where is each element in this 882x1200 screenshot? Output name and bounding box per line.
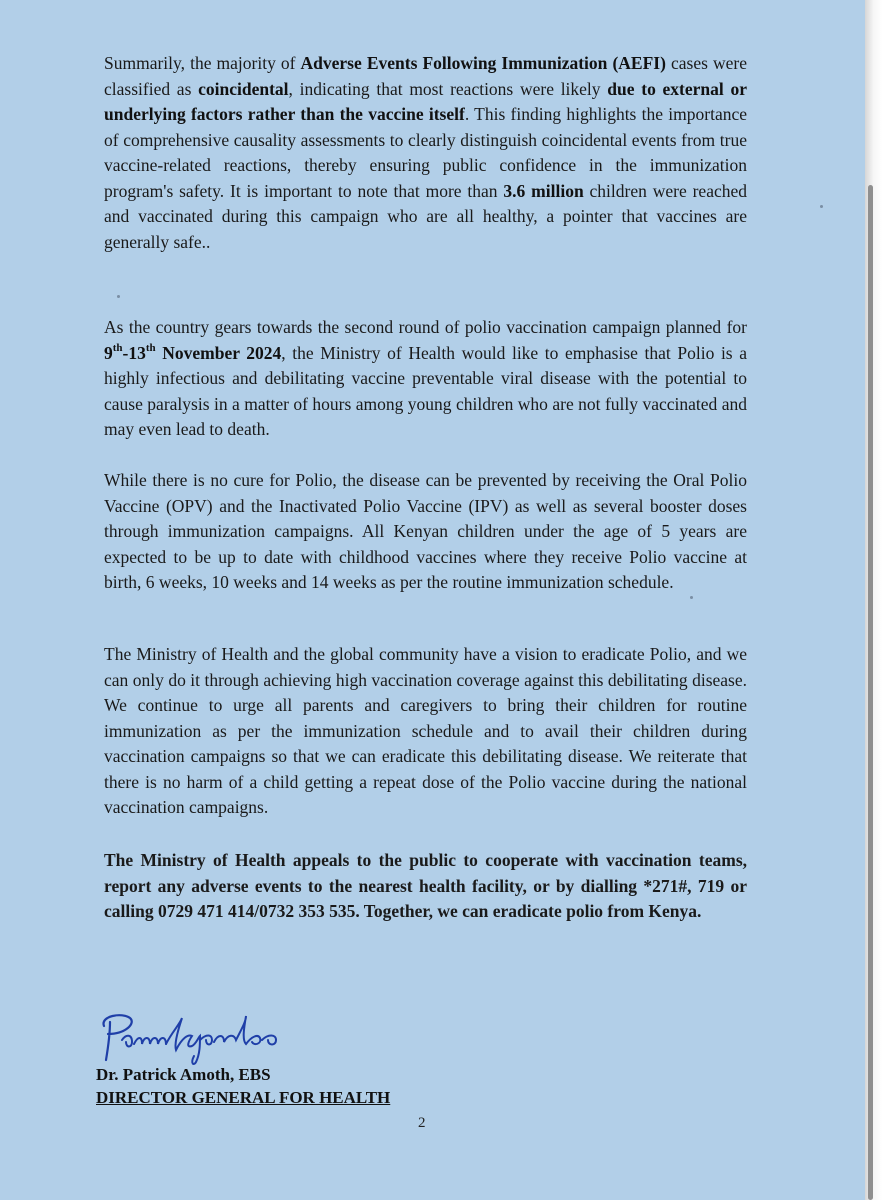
page-number: 2 — [418, 1115, 426, 1131]
bold-campaign-dates — [104, 343, 281, 363]
date-part: November 2024 — [155, 342, 282, 363]
text-span: . This finding highlights the importance of comprehensive causality assessments to clearly distinguish coincidental events from true vaccine-related reactions, thereby ensuring public confidence in the immunization program's safety. It is important to note that more than — [104, 104, 747, 201]
text-span: As the country gears towards the second round of polio vaccination campaign planned for — [104, 317, 747, 337]
text-span: Summarily, the majority of — [104, 53, 301, 73]
bold-aefi: Adverse Events Following Immunization (AEFI) — [300, 53, 666, 73]
superscript: th — [112, 341, 123, 354]
paragraph-aefi-summary — [104, 51, 747, 255]
text-span: , the Ministry of Health would like to emphasise that Polio is a highly infectious and debilitating vaccine preventable viral disease with the potential to cause paralysis in a matter of hours among young children who are not fully vaccinated and may even lead to death. — [104, 342, 747, 439]
paragraph-public-appeal: The Ministry of Health appeals to the public to cooperate with vaccination teams, report any adverse events to the nearest health facility, or by dialling *271#, 719 or calling 0729 471 414/0732 353 535. Together, we can eradicate polio from Kenya. — [104, 850, 747, 921]
handwritten-signature — [96, 1004, 286, 1066]
paragraph-second-round — [104, 315, 747, 443]
paper-speck — [690, 596, 693, 599]
text-span: , indicating that most reactions were likely — [288, 78, 608, 99]
date-part: 9 — [104, 342, 113, 363]
bold-coincidental: coincidental — [198, 78, 289, 99]
signatory-name: Dr. Patrick Amoth, EBS — [96, 1065, 271, 1084]
paragraph-no-cure: While there is no cure for Polio, the disease can be prevented by receiving the Oral Polio Vaccine (OPV) and the Inactivated Polio Vaccine (IPV) as well as several booster doses through immunization campaigns. All Kenyan children under the age of 5 years are expected to be up to date with childhood vaccines where they receive Polio vaccine at birth, 6 weeks, 10 weeks and 14 weeks as per the routine immunization schedule. — [104, 470, 747, 592]
signatory-title: DIRECTOR GENERAL FOR HEALTH — [96, 1088, 391, 1107]
text-span: children were reached and vaccinated during this campaign who are all healthy, a pointer that vaccines are generally safe.. — [104, 180, 748, 252]
scrollbar-thumb[interactable] — [868, 185, 873, 1200]
superscript: th — [145, 341, 156, 354]
bold-children-count: 3.6 million — [503, 180, 584, 201]
bold-external-factors: due to external or underlying factors rather than the vaccine itself — [104, 78, 748, 124]
paper-speck — [117, 295, 120, 298]
text-span: cases were classified as — [104, 53, 747, 99]
paper-speck — [820, 205, 823, 208]
date-part: -13 — [122, 342, 146, 363]
paragraph-vision: The Ministry of Health and the global community have a vision to eradicate Polio, and we can only do it through achieving high vaccination coverage against this debilitating disease. We continue to urge all parents and caregivers to bring their children for routine immunization as per the immunization schedule and to avail their children during vaccination campaigns so that we can eradicate this debilitating disease. We reiterate that there is no harm of a child getting a repeat dose of the Polio vaccine during the national vaccination campaigns. — [104, 644, 747, 817]
